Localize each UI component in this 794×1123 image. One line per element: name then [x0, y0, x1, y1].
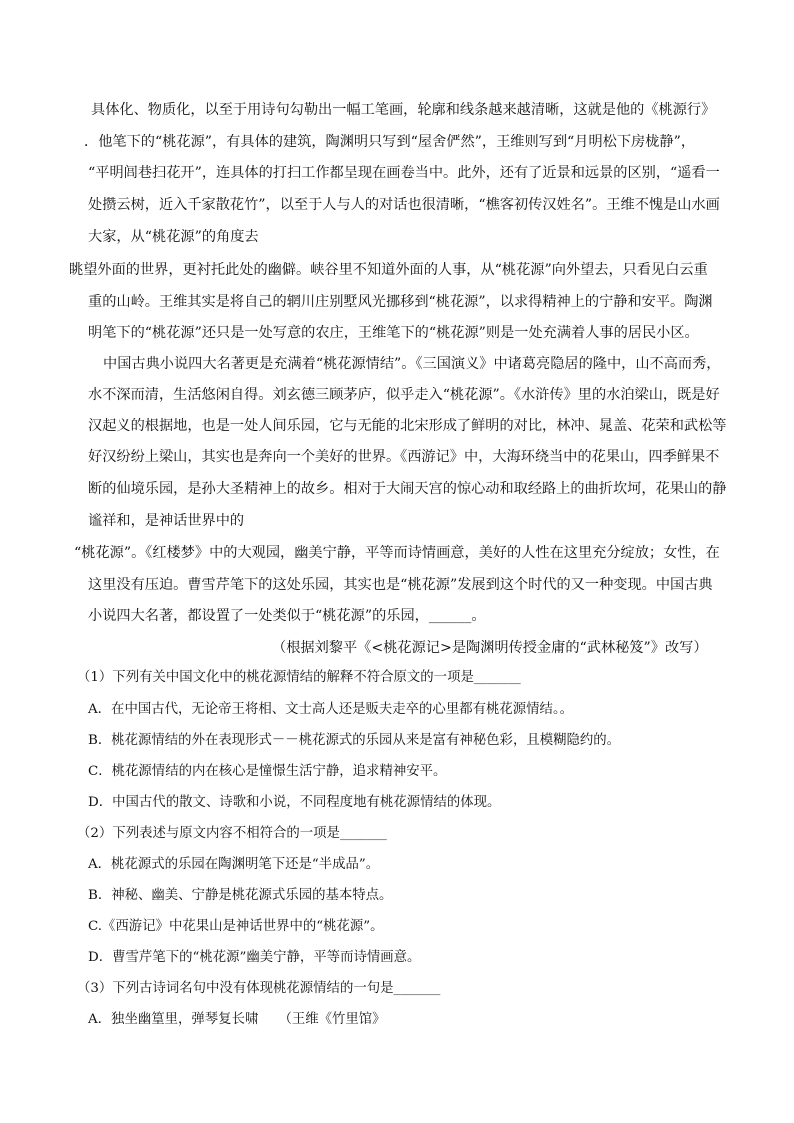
question-option: A．桃花源式的乐园在陶渊明笔下还是“半成品”。 [88, 857, 380, 872]
article-line: 具体化、物质化，以至于用诗句勾勒出一幅工笔画，轮廓和线条越来越清晰，这就是他的《桃源行》 [91, 102, 716, 118]
question-option: A．在中国古代，无论帝王将相、文士高人还是贩夫走卒的心里都有桃花源情结。。 [88, 702, 574, 717]
article-line: 中国古典小说四大名著更是充满着“桃花源情结”。《三国演义》中诸葛亮隐居的隆中，山不高而秀， [103, 356, 721, 372]
question-stem: （3）下列古诗词名句中没有体现桃花源情结的一句是_______ [77, 981, 441, 996]
article-line: 大家，从“桃花源”的角度去 [88, 229, 259, 245]
article-line: “平明闾巷扫花开”，连具体的打扫工作都呈现在画卷当中。此外，还有了近景和远景的区别，“遥看一 [88, 165, 720, 181]
article-line: 汉起义的根据地，也是一处人间乐园，它与无能的北宋形成了鲜明的对比，林冲、晁盖、花荣和武松等 [88, 418, 727, 434]
article-line: “桃花源”。《红楼梦》中的大观园，幽美宁静，平等而诗情画意，美好的人性在这里充分绽放；女性，在 [74, 545, 720, 561]
question-stem: （2）下列表述与原文内容不相符合的一项是_______ [77, 826, 387, 841]
article-line: 处攒云树，近入千家散花竹”，以至于人与人的对话也很清晰，“樵客初传汉姓名”。王维不愧是山水画 [88, 197, 720, 213]
question-option: B．神秘、幽美、宁静是桃花源式乐园的基本特点。 [88, 888, 393, 903]
article-line: 水不深而清，生活悠闲自得。刘玄德三顾茅庐，似乎走入“桃花源”。《水浒传》里的水泊梁山，既是好 [88, 387, 720, 403]
article-line: 谧祥和，是神话世界中的 [88, 513, 245, 529]
article-source: （根据刘黎平《<桃花源记>是陶渊明传授金庸的“武林秘笈”》改写） [272, 640, 708, 656]
article-line: 小说四大名著，都设置了一处类似于“桃花源”的乐园，______。 [88, 608, 486, 624]
question-option: D．曹雪芹笔下的“桃花源”幽美宁静，平等而诗情画意。 [88, 950, 421, 965]
article-line: 断的仙境乐园，是孙大圣精神上的故乡。相对于大闹天宫的惊心动和取经路上的曲折坎坷，花果山的静 [88, 481, 727, 497]
article-line: 重的山岭。王维其实是将自己的辋川庄别墅风光挪移到“桃花源”，以求得精神上的宁静和安平。陶渊 [88, 294, 713, 310]
article-line: 好汉纷纷上梁山，其实也是奔向一个美好的世界。《西游记》中，大海环绕当中的花果山，四季鲜果不 [88, 449, 720, 465]
question-option: D．中国古代的散文、诗歌和小说，不同程度地有桃花源情结的体现。 [88, 795, 501, 810]
article-line: 明笔下的“桃花源”还只是一处写意的农庄，王维笔下的“桃花源”则是一处充满着人事的居民小区。 [88, 325, 699, 341]
question-option: C.《西游记》中花果山是神话世界中的“桃花源”。 [88, 919, 384, 934]
article-line: 这里没有压迫。曹雪芹笔下的这处乐园，其实也是“桃花源”发展到这个时代的又一种变现。中国古典 [88, 577, 713, 593]
question-option: C．桃花源情结的内在核心是憧憬生活宁静，追求精神安平。 [88, 764, 447, 779]
article-line: ．他笔下的“桃花源”，有具体的建筑，陶渊明只写到“屋舍俨然”，王维则写到“月明松下房栊静”， [84, 134, 696, 150]
question-option: B．桃花源情结的外在表现形式－－桃花源式的乐园从来是富有神秘色彩，且模糊隐约的。 [88, 733, 621, 748]
question-stem: （1）下列有关中国文化中的桃花源情结的解释不符合原文的一项是_______ [77, 670, 521, 685]
question-option: A．独坐幽篁里，弹琴复长啸 （王维《竹里馆》 [88, 1012, 386, 1027]
article-line: 眺望外面的世界，更衬托此处的幽僻。峡谷里不知道外面的人事，从“桃花源”向外望去，只看见白云重 [69, 262, 708, 278]
